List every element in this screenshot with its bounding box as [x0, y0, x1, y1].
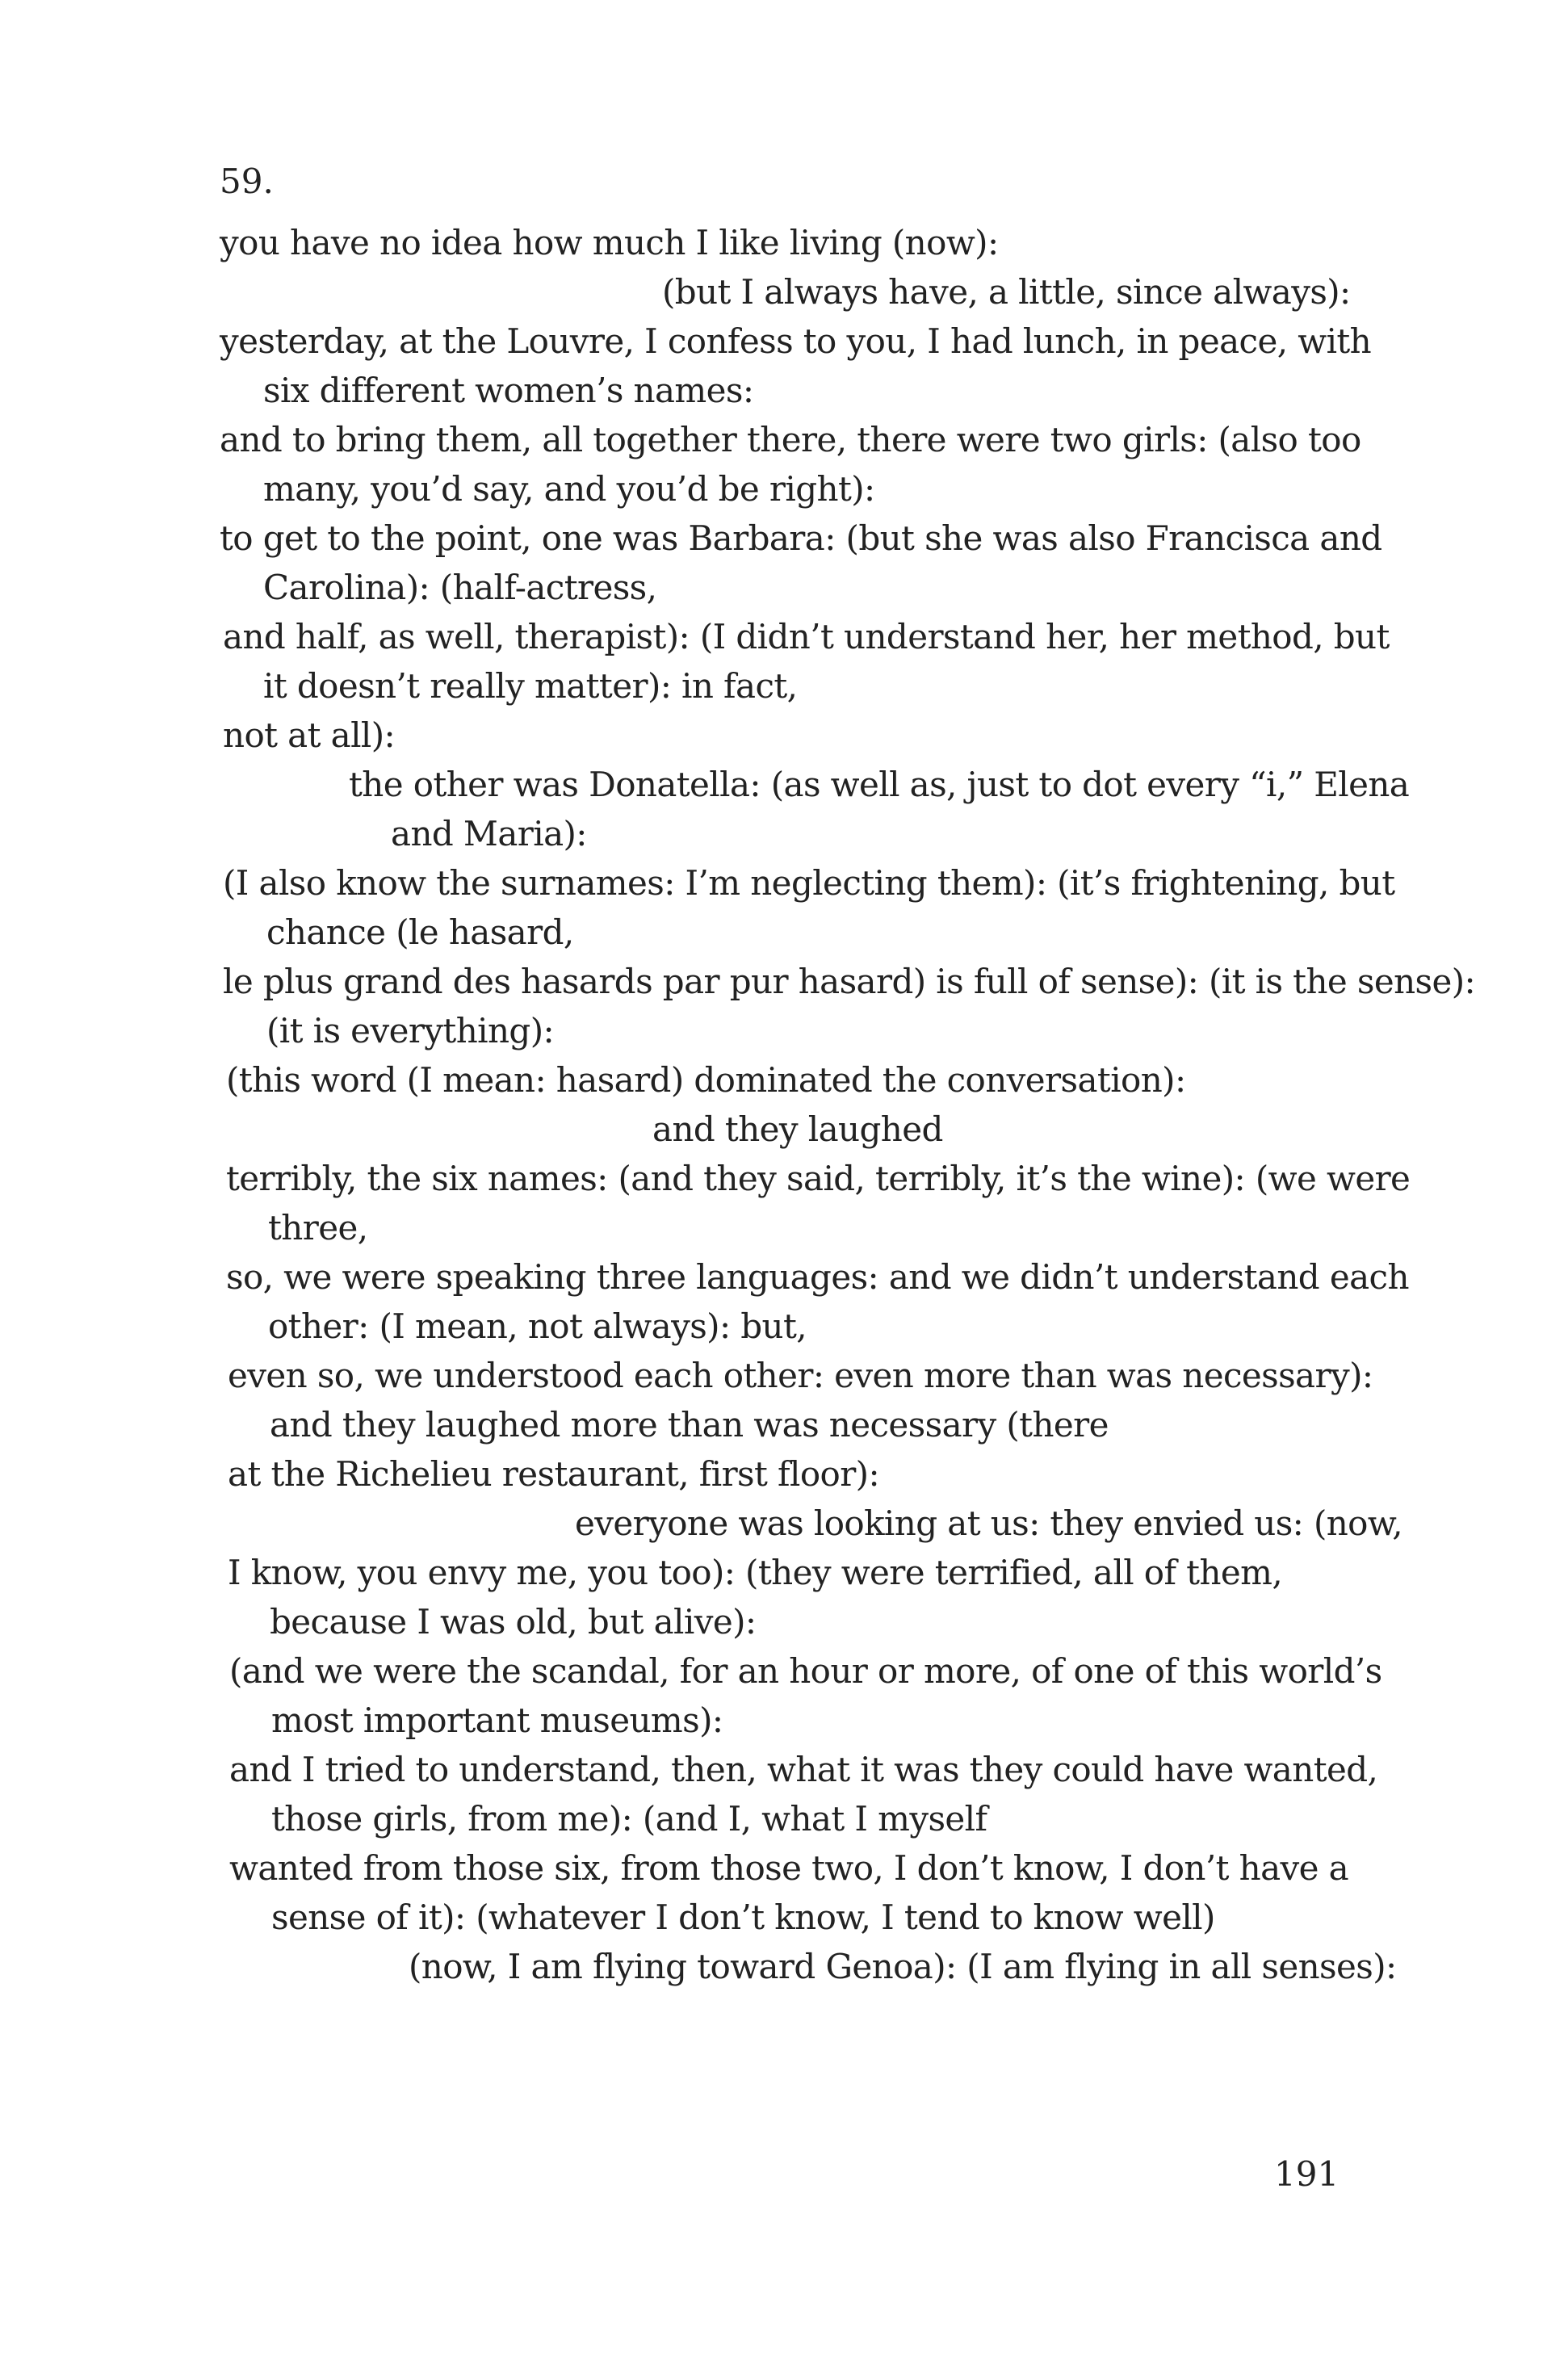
poem-line: (and we were the scandal, for an hour or more, of one of this world’s: [229, 1651, 1382, 1691]
poem-line: and I tried to understand, then, what it was they could have wanted,: [229, 1750, 1378, 1789]
poem-line: terribly, the six names: (and they said, terribly, it’s the wine): (we were: [226, 1159, 1411, 1198]
poem-line: and they laughed more than was necessary (there: [270, 1405, 1109, 1445]
poem-line: (now, I am flying toward Genoa): (I am flying in all senses):: [409, 1947, 1397, 1986]
page-number: 191: [1274, 2154, 1340, 2194]
poem-line: wanted from those six, from those two, I don’t know, I don’t have a: [229, 1848, 1349, 1888]
poem-line: even so, we understood each other: even more than was necessary):: [228, 1356, 1373, 1395]
poem-line: six different women’s names:: [263, 371, 754, 410]
poem-line: it doesn’t really matter): in fact,: [263, 666, 798, 706]
poem-number: 59.: [220, 161, 274, 201]
poem-line: le plus grand des hasards par pur hasard) is full of sense): (it is the sense):: [223, 962, 1476, 1001]
poem-line: (this word (I mean: hasard) dominated the conversation):: [226, 1060, 1186, 1100]
poem-line: because I was old, but alive):: [270, 1602, 757, 1642]
poem-line: three,: [268, 1208, 368, 1247]
poem-line: other: (I mean, not always): but,: [268, 1306, 807, 1346]
poem-line: many, you’d say, and you’d be right):: [263, 469, 875, 509]
poem-line: those girls, from me): (and I, what I myself: [271, 1799, 987, 1839]
poem-line: (but I always have, a little, since always):: [662, 272, 1351, 312]
poem-line: and they laughed: [652, 1109, 943, 1149]
poem-line: you have no idea how much I like living (now):: [220, 223, 999, 262]
poem-line: so, we were speaking three languages: and we didn’t understand each: [226, 1257, 1409, 1297]
poem-line: I know, you envy me, you too): (they were terrified, all of them,: [228, 1553, 1283, 1592]
poem-line: at the Richelieu restaurant, first floor):: [228, 1454, 880, 1494]
poem-line: (I also know the surnames: I’m neglecting them): (it’s frightening, but: [223, 863, 1395, 903]
poem-line: most important museums):: [271, 1700, 723, 1740]
poem-line: and to bring them, all together there, there were two girls: (also too: [220, 420, 1361, 459]
poem-line: Carolina): (half-actress,: [263, 568, 657, 607]
poem-line: not at all):: [223, 715, 396, 755]
poem-line: to get to the point, one was Barbara: (but she was also Francisca and: [220, 518, 1382, 558]
poem-line: yesterday, at the Louvre, I confess to you, I had lunch, in peace, with: [220, 321, 1372, 361]
poem-line: chance (le hasard,: [266, 912, 574, 952]
poem-line: and Maria):: [391, 814, 587, 853]
poem-line: and half, as well, therapist): (I didn’t understand her, her method, but: [223, 617, 1390, 656]
poem-line: (it is everything):: [266, 1011, 555, 1050]
poem-line: sense of it): (whatever I don’t know, I tend to know well): [271, 1897, 1215, 1937]
poem-line: the other was Donatella: (as well as, just to dot every “i,” Elena: [349, 765, 1410, 804]
poem-line: everyone was looking at us: they envied us: (now,: [575, 1503, 1402, 1543]
